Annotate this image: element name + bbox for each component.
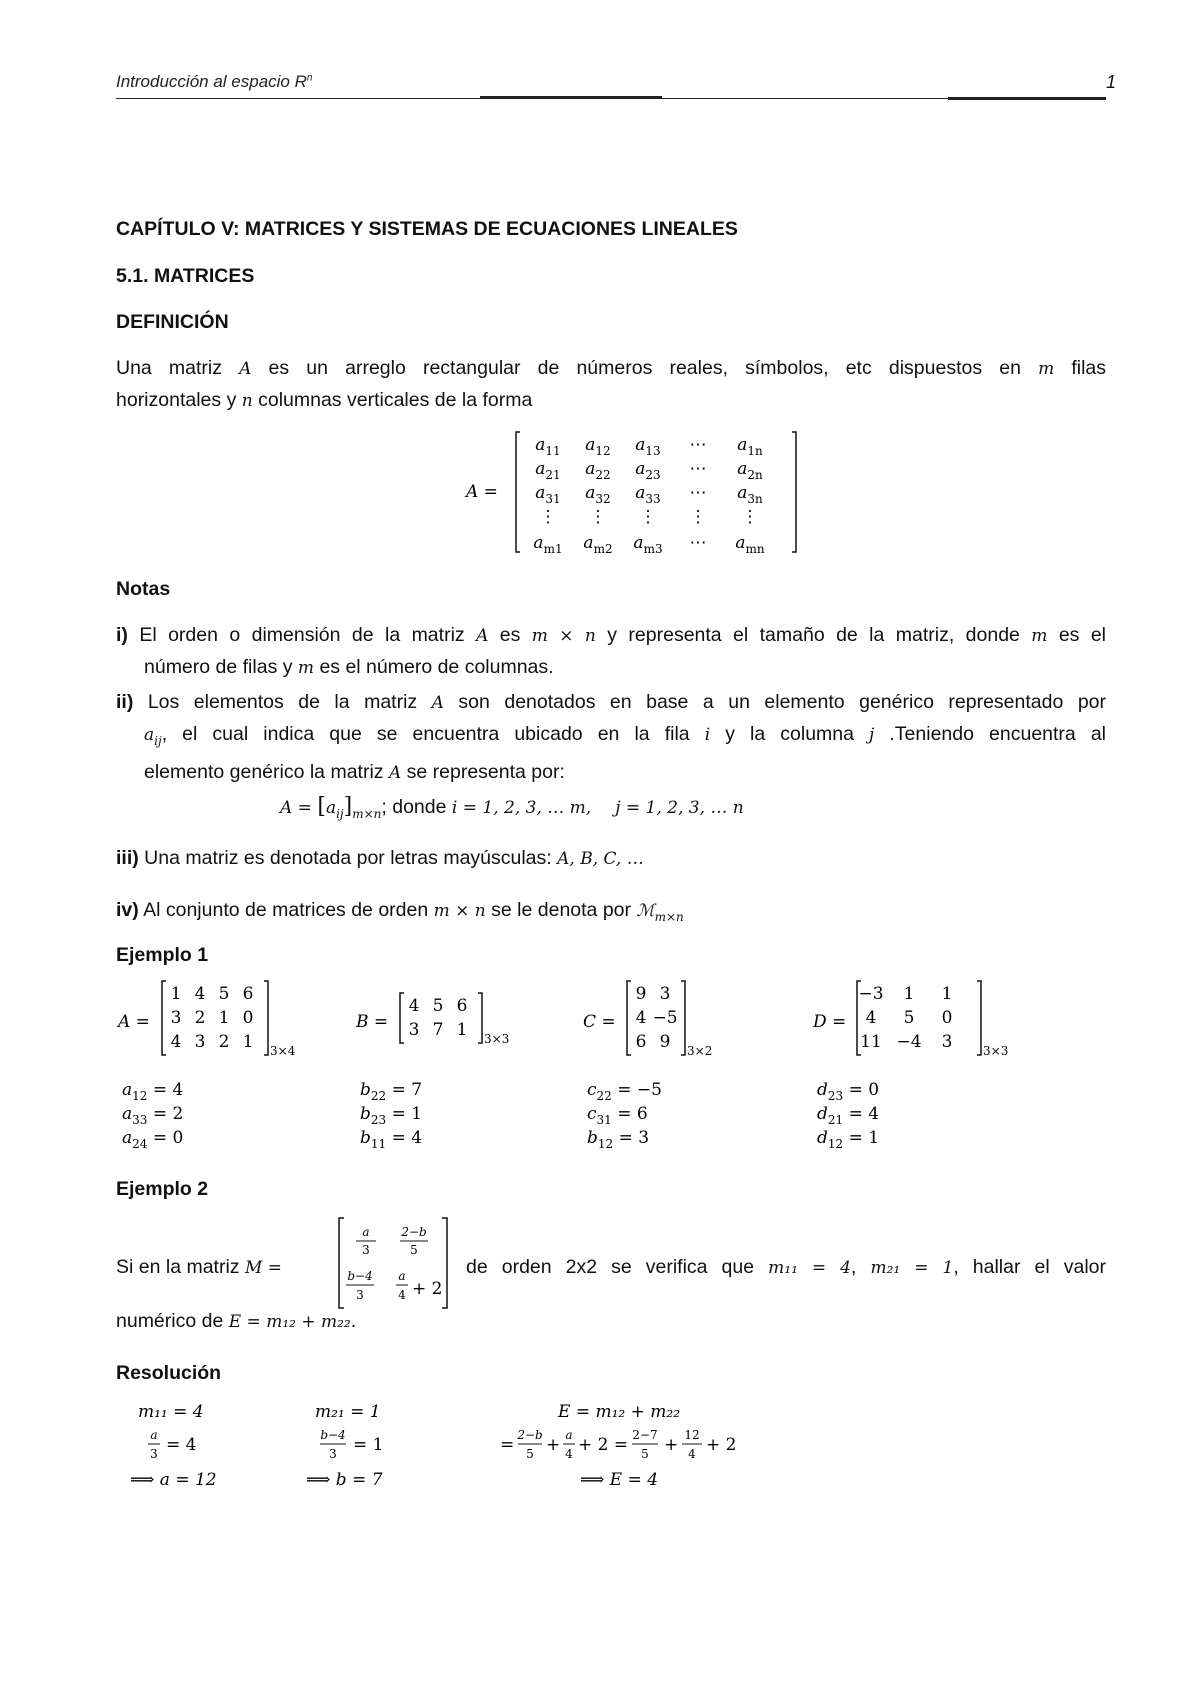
entry-letter: d: [817, 1080, 828, 1100]
math-symbol: m: [1038, 359, 1055, 379]
math-symbol: n: [241, 391, 253, 411]
resolution-steps: [110, 1392, 1010, 1512]
example-matrix: [116, 981, 296, 1151]
entry-subscript: 13: [645, 444, 661, 458]
matrix-entry: ⋯: [689, 435, 707, 455]
entry-value: = 3: [613, 1128, 650, 1148]
math-symbol: m: [297, 658, 315, 678]
math-symbol: m₂₁ = 1: [870, 1258, 954, 1278]
matrix-entry: ⋯: [689, 533, 707, 553]
matrix-entry: ⋯: [689, 459, 707, 479]
example-matrix: [583, 981, 712, 1151]
note-text: El orden o dimensión de la matriz: [127, 624, 477, 646]
example-text: de orden 2x2 se verifica que: [466, 1256, 769, 1278]
entry-letter: a: [737, 459, 748, 479]
element-value: [817, 1080, 879, 1103]
matrix-order: 3×2: [687, 1044, 713, 1058]
matrix-entry: 6: [456, 996, 468, 1016]
matrix-entry: 5: [218, 984, 230, 1004]
note-iv: [116, 895, 1106, 933]
resolution-line: ⟹ b = 7: [306, 1470, 383, 1490]
matrix-entry: 4: [194, 984, 206, 1004]
header-rule-accent: [480, 96, 662, 99]
note-text: Una matriz es denotada por letras mayúsculas:: [138, 847, 558, 869]
fraction-denominator: 4: [688, 1447, 696, 1461]
example2-intro: [116, 1252, 316, 1283]
matrix-order: 3×3: [484, 1032, 510, 1046]
entry-value: = −5: [611, 1080, 662, 1100]
right-bracket: [792, 432, 796, 552]
entry-subscript: 22: [596, 1089, 612, 1103]
note-text: y representa el tamaño de la matriz, donde: [595, 624, 1032, 646]
right-bracket: [977, 981, 981, 1055]
entry-subscript: 11: [545, 444, 561, 458]
note-ii: [116, 687, 1106, 789]
matrix-entry: [535, 435, 560, 458]
math-symbol: A: [239, 359, 252, 379]
entry-subscript: m3: [643, 542, 663, 556]
definition-text: horizontales y: [116, 389, 242, 411]
general-matrix: [440, 424, 820, 564]
note-i: [116, 620, 1106, 684]
entry-subscript: 31: [545, 492, 561, 506]
right-bracket: [478, 993, 482, 1043]
note-text: se representa por:: [401, 760, 565, 783]
math-symbol: a: [144, 725, 155, 745]
math-subscript: ij: [336, 806, 344, 821]
fraction-numerator: a: [362, 1225, 370, 1239]
entry-subscript: 12: [132, 1089, 148, 1103]
matrix-entry: ⋮: [741, 507, 759, 527]
chapter-title: CAPÍTULO V: MATRICES Y SISTEMAS DE ECUACIONES LINEALES: [116, 218, 738, 240]
generic-element-formula: [280, 792, 744, 829]
matrix-entry: 0: [242, 1008, 254, 1028]
entry-subscript: 12: [827, 1137, 844, 1151]
matrix-entry: 9: [659, 1032, 671, 1052]
math-symbol: m × n: [531, 626, 596, 646]
matrix-name: B =: [356, 1012, 389, 1032]
math-symbol: A: [431, 693, 444, 713]
note-text: número de filas y: [144, 656, 298, 678]
matrix-entry: −4: [896, 1032, 922, 1052]
entry-subscript: 24: [132, 1137, 148, 1151]
matrix-entry: 3: [194, 1032, 206, 1052]
resolution-line: +: [546, 1435, 561, 1455]
entry-subscript: 3n: [747, 492, 763, 506]
definition-line: [116, 385, 1106, 417]
entry-letter: a: [583, 533, 594, 553]
matrix-entry: [737, 483, 763, 506]
fraction-numerator: b−4: [320, 1428, 346, 1442]
note-text: Los elementos de la matriz: [133, 691, 432, 713]
entry-value: = 2: [147, 1104, 184, 1124]
matrix-entry: ⋯: [689, 483, 707, 503]
resolution-line: = 4: [166, 1435, 197, 1455]
entry-letter: d: [817, 1104, 828, 1124]
fraction-numerator: 2−7: [632, 1428, 658, 1442]
entry-subscript: 23: [645, 468, 661, 482]
fraction-denominator: 5: [410, 1243, 418, 1257]
element-value: [587, 1128, 649, 1151]
left-bracket: [: [317, 794, 326, 819]
matrix-entry: [585, 435, 610, 458]
note-iii: [116, 843, 1106, 875]
fraction-numerator: 12: [684, 1428, 700, 1442]
entry-letter: b: [360, 1080, 371, 1100]
matrix-entry: [585, 459, 610, 482]
element-value: [817, 1104, 879, 1127]
entry-subscript: 12: [595, 444, 611, 458]
entry-letter: a: [635, 459, 646, 479]
matrix-entry: [533, 533, 562, 556]
matrix-name: C =: [583, 1012, 616, 1032]
note-text: y la columna: [710, 723, 870, 745]
resolution-line: ⟹ a = 12: [130, 1470, 217, 1490]
resolution-line: +: [664, 1435, 679, 1455]
matrix-entry: 3: [659, 984, 671, 1004]
entry-letter: a: [735, 533, 746, 553]
definition-text: Una matriz: [116, 357, 240, 379]
entry-subscript: m1: [543, 542, 563, 556]
resolution-line: + 2 =: [578, 1435, 629, 1455]
entry-subscript: 33: [132, 1113, 148, 1127]
note-text: .Teniendo encuentra al: [874, 723, 1107, 745]
matrix-entry: ⋮: [689, 507, 707, 527]
math-symbol: i: [704, 725, 711, 745]
example2-matrix: [332, 1214, 462, 1314]
fraction-denominator: 5: [641, 1447, 649, 1461]
math-symbol: m × n: [433, 901, 486, 921]
note-text: es: [488, 624, 532, 646]
matrix-entry: + 2: [412, 1279, 443, 1299]
note-line: [116, 757, 1106, 789]
matrix-entry: 2: [194, 1008, 206, 1028]
matrix-order: 3×3: [983, 1044, 1009, 1058]
left-bracket: [627, 981, 631, 1055]
example-text: ,: [851, 1256, 871, 1278]
entry-subscript: 12: [597, 1137, 614, 1151]
math-symbol: m₁₁ = 4: [768, 1258, 851, 1278]
matrix-entry: 9: [635, 984, 647, 1004]
matrix-entry: [737, 459, 763, 482]
left-bracket: [516, 432, 520, 552]
matrix-entry: 3: [170, 1008, 182, 1028]
entry-subscript: m2: [593, 542, 613, 556]
entry-letter: a: [633, 533, 644, 553]
matrix-entry: [535, 459, 560, 482]
element-value: [360, 1104, 422, 1127]
math-symbol: i = 1, 2, 3, … m,: [451, 798, 592, 818]
fraction-numerator: 2−b: [517, 1428, 543, 1442]
entry-letter: d: [817, 1128, 828, 1148]
matrix-entry: 7: [432, 1020, 444, 1040]
matrix-entry: 5: [903, 1008, 915, 1028]
matrix-entry: ⋮: [589, 507, 607, 527]
matrix-entry: 4: [170, 1032, 182, 1052]
entry-subscript: 33: [645, 492, 661, 506]
matrix-entry: −3: [858, 984, 884, 1004]
matrix-entry: 1: [242, 1032, 254, 1052]
matrix-name: D =: [813, 1012, 847, 1032]
entry-value: = 4: [147, 1080, 184, 1100]
example-text: numérico de: [116, 1310, 229, 1332]
entry-letter: a: [585, 483, 596, 503]
note-text: son denotados en base a un elemento genérico representado por: [443, 691, 1106, 713]
element-value: [587, 1104, 648, 1127]
general-matrix-cells: [533, 435, 764, 556]
matrix-entry: [583, 533, 612, 556]
entry-letter: a: [585, 459, 596, 479]
entry-subscript: 23: [370, 1113, 387, 1127]
note-text: es el número de columnas.: [314, 656, 554, 678]
matrix-entry: 11: [860, 1032, 882, 1052]
header-title-superscript: n: [306, 72, 313, 84]
fraction-denominator: 3: [150, 1447, 158, 1461]
entry-value: = 7: [386, 1080, 423, 1100]
note-line: [116, 687, 1106, 719]
matrix-entry: 1: [218, 1008, 230, 1028]
left-bracket: [339, 1218, 344, 1308]
element-value: [360, 1128, 422, 1151]
section-title: 5.1. MATRICES: [116, 265, 255, 287]
notes-heading: Notas: [116, 578, 171, 600]
matrix-entry: [635, 483, 660, 506]
entry-letter: a: [122, 1080, 133, 1100]
entry-letter: a: [533, 533, 544, 553]
definition-text: es un arreglo rectangular de números reales, símbolos, etc dispuestos en: [251, 357, 1039, 379]
resolution-heading: Resolución: [116, 1362, 222, 1384]
resolution-line: + 2: [706, 1435, 737, 1455]
entry-letter: a: [535, 435, 546, 455]
matrix-entry: 4: [865, 1008, 877, 1028]
note-text: elemento genérico la matriz: [144, 760, 389, 783]
note-label: iii): [116, 847, 139, 869]
equals-sign: =: [292, 798, 318, 818]
math-symbol: A: [388, 762, 402, 783]
entry-subscript: 21: [545, 468, 561, 482]
resolution-line: E = m₁₂ + m₂₂: [558, 1402, 681, 1422]
math-subscript: m×n: [352, 806, 382, 821]
example-text: .: [350, 1310, 357, 1332]
entry-letter: a: [737, 435, 748, 455]
entry-value: = 4: [386, 1128, 423, 1148]
matrix-entry: [735, 533, 765, 556]
element-value: [587, 1080, 662, 1103]
fraction-denominator: 3: [356, 1288, 364, 1302]
entry-value: = 0: [843, 1080, 880, 1100]
header-title: Introducción al espacio R: [116, 72, 307, 91]
fraction-numerator: a: [565, 1428, 573, 1442]
entry-letter: a: [635, 483, 646, 503]
math-symbol: A: [280, 798, 293, 818]
example-text: , hallar el valor: [953, 1256, 1106, 1278]
matrix-entry: [635, 459, 660, 482]
entry-subscript: 21: [827, 1113, 844, 1127]
fraction-numerator: b−4: [347, 1269, 373, 1283]
note-text: es el: [1047, 624, 1107, 646]
resolution-line: ⟹ E = 4: [580, 1470, 659, 1490]
formula-text: ; donde: [381, 796, 452, 818]
math-symbol: M =: [244, 1258, 283, 1278]
left-bracket: [400, 993, 404, 1043]
resolution-line: m₂₁ = 1: [315, 1402, 381, 1422]
right-bracket: ]: [343, 794, 353, 819]
fraction-denominator: 3: [329, 1447, 337, 1461]
definition-line: [116, 353, 1106, 385]
resolution-line: = 1: [353, 1435, 384, 1455]
entry-subscript: 22: [370, 1089, 387, 1103]
matrix-entry: 3: [408, 1020, 420, 1040]
right-bracket: [442, 1218, 447, 1308]
matrix-entry: 1: [903, 984, 915, 1004]
entry-letter: b: [360, 1128, 371, 1148]
example2-heading: Ejemplo 2: [116, 1178, 209, 1200]
running-header: [116, 72, 312, 92]
example1-heading: Ejemplo 1: [116, 944, 209, 966]
matrix-entry: 1: [170, 984, 182, 1004]
entry-letter: a: [122, 1128, 133, 1148]
matrix-entry: [585, 483, 610, 506]
entry-letter: a: [122, 1104, 133, 1124]
matrix-entry: 4: [635, 1008, 647, 1028]
matrix-entry: [737, 435, 763, 458]
matrix-entry: 0: [941, 1008, 953, 1028]
element-value: [122, 1128, 183, 1151]
fraction-numerator: 2−b: [401, 1225, 427, 1239]
definition-heading: DEFINICIÓN: [116, 311, 229, 333]
fraction-denominator: 5: [526, 1447, 534, 1461]
matrix-entry: 5: [432, 996, 444, 1016]
math-symbol: E = m₁₂ + m₂₂: [228, 1312, 351, 1332]
entry-subscript: 2n: [747, 468, 763, 482]
entry-subscript: 23: [827, 1089, 844, 1103]
entry-letter: c: [587, 1104, 597, 1124]
matrix-entry: ⋮: [539, 507, 557, 527]
math-symbol: j = 1, 2, 3, … n: [615, 798, 744, 818]
matrix-entry: 4: [408, 996, 420, 1016]
matrix-entry: ⋮: [639, 507, 657, 527]
matrix-entry: [633, 533, 662, 556]
matrix-entry: [535, 483, 560, 506]
matrix-entry: 6: [242, 984, 254, 1004]
entry-letter: a: [737, 483, 748, 503]
example-text: Si en la matriz: [116, 1256, 245, 1278]
definition-text: filas: [1054, 357, 1107, 379]
math-symbol: A, B, C, …: [557, 849, 644, 869]
matrix-entry: 3: [941, 1032, 953, 1052]
matrix-entry: 6: [635, 1032, 647, 1052]
fraction-denominator: 4: [398, 1288, 406, 1302]
note-label: iv): [116, 899, 139, 921]
math-symbol: a: [325, 798, 337, 818]
element-value: [122, 1080, 183, 1103]
note-label: i): [116, 624, 128, 646]
resolution-line: =: [500, 1435, 515, 1455]
math-subscript: m×n: [654, 909, 684, 924]
resolution-line: m₁₁ = 4: [138, 1402, 204, 1422]
entry-subscript: 31: [596, 1113, 612, 1127]
entry-subscript: 1n: [747, 444, 763, 458]
note-text: , el cual indica que se encuentra ubicado en la fila: [161, 723, 705, 745]
matrix-entry: 1: [941, 984, 953, 1004]
example-matrix: [812, 981, 1008, 1151]
entry-letter: a: [585, 435, 596, 455]
entry-letter: b: [587, 1128, 598, 1148]
page-number: 1: [1106, 72, 1117, 92]
element-value: [817, 1128, 879, 1151]
math-symbol: j: [869, 725, 875, 745]
note-text: Al conjunto de matrices de orden: [138, 899, 434, 921]
matrix-order: 3×4: [270, 1044, 296, 1058]
definition-paragraph: [116, 353, 1106, 417]
example2-question: [116, 1306, 356, 1337]
note-line: [116, 652, 1106, 684]
matrix-name: A =: [118, 1012, 150, 1032]
example-matrix: [355, 993, 509, 1151]
entry-letter: a: [535, 459, 546, 479]
math-symbol: ℳ: [636, 901, 655, 921]
element-value: [122, 1104, 183, 1127]
fraction-numerator: a: [150, 1428, 158, 1442]
entry-letter: a: [635, 435, 646, 455]
entry-value: = 4: [843, 1104, 880, 1124]
right-bracket: [264, 981, 268, 1055]
entry-value: = 1: [386, 1104, 423, 1124]
entry-subscript: mn: [745, 542, 765, 556]
example1-matrices: [110, 975, 1110, 1155]
right-bracket: [681, 981, 685, 1055]
matrix-entry: −5: [652, 1008, 678, 1028]
definition-text: columnas verticales de la forma: [252, 389, 533, 411]
fraction-denominator: 3: [362, 1243, 370, 1257]
entry-letter: c: [587, 1080, 597, 1100]
math-symbol: A: [476, 626, 489, 646]
example2-statement: [466, 1252, 1106, 1283]
matrix-entry: 2: [218, 1032, 230, 1052]
note-line: [116, 719, 1106, 757]
entry-subscript: 11: [370, 1137, 387, 1151]
entry-value: = 0: [147, 1128, 184, 1148]
fraction-denominator: 4: [565, 1447, 573, 1461]
left-bracket: [162, 981, 166, 1055]
matrix-entry: [635, 435, 660, 458]
general-matrix-lhs: A =: [466, 482, 498, 502]
math-symbol: m: [1031, 626, 1048, 646]
note-text: se le denota por: [485, 899, 637, 921]
entry-letter: b: [360, 1104, 371, 1124]
note-line: [116, 620, 1106, 652]
header-rule-accent: [948, 97, 1106, 100]
matrix-entry: 1: [456, 1020, 468, 1040]
entry-value: = 6: [611, 1104, 648, 1124]
element-value: [360, 1080, 422, 1103]
entry-subscript: 22: [595, 468, 611, 482]
entry-letter: a: [535, 483, 546, 503]
entry-value: = 1: [843, 1128, 880, 1148]
note-label: ii): [116, 691, 134, 713]
math-subscript: ij: [154, 733, 162, 748]
entry-subscript: 32: [595, 492, 611, 506]
fraction-numerator: a: [398, 1269, 406, 1283]
